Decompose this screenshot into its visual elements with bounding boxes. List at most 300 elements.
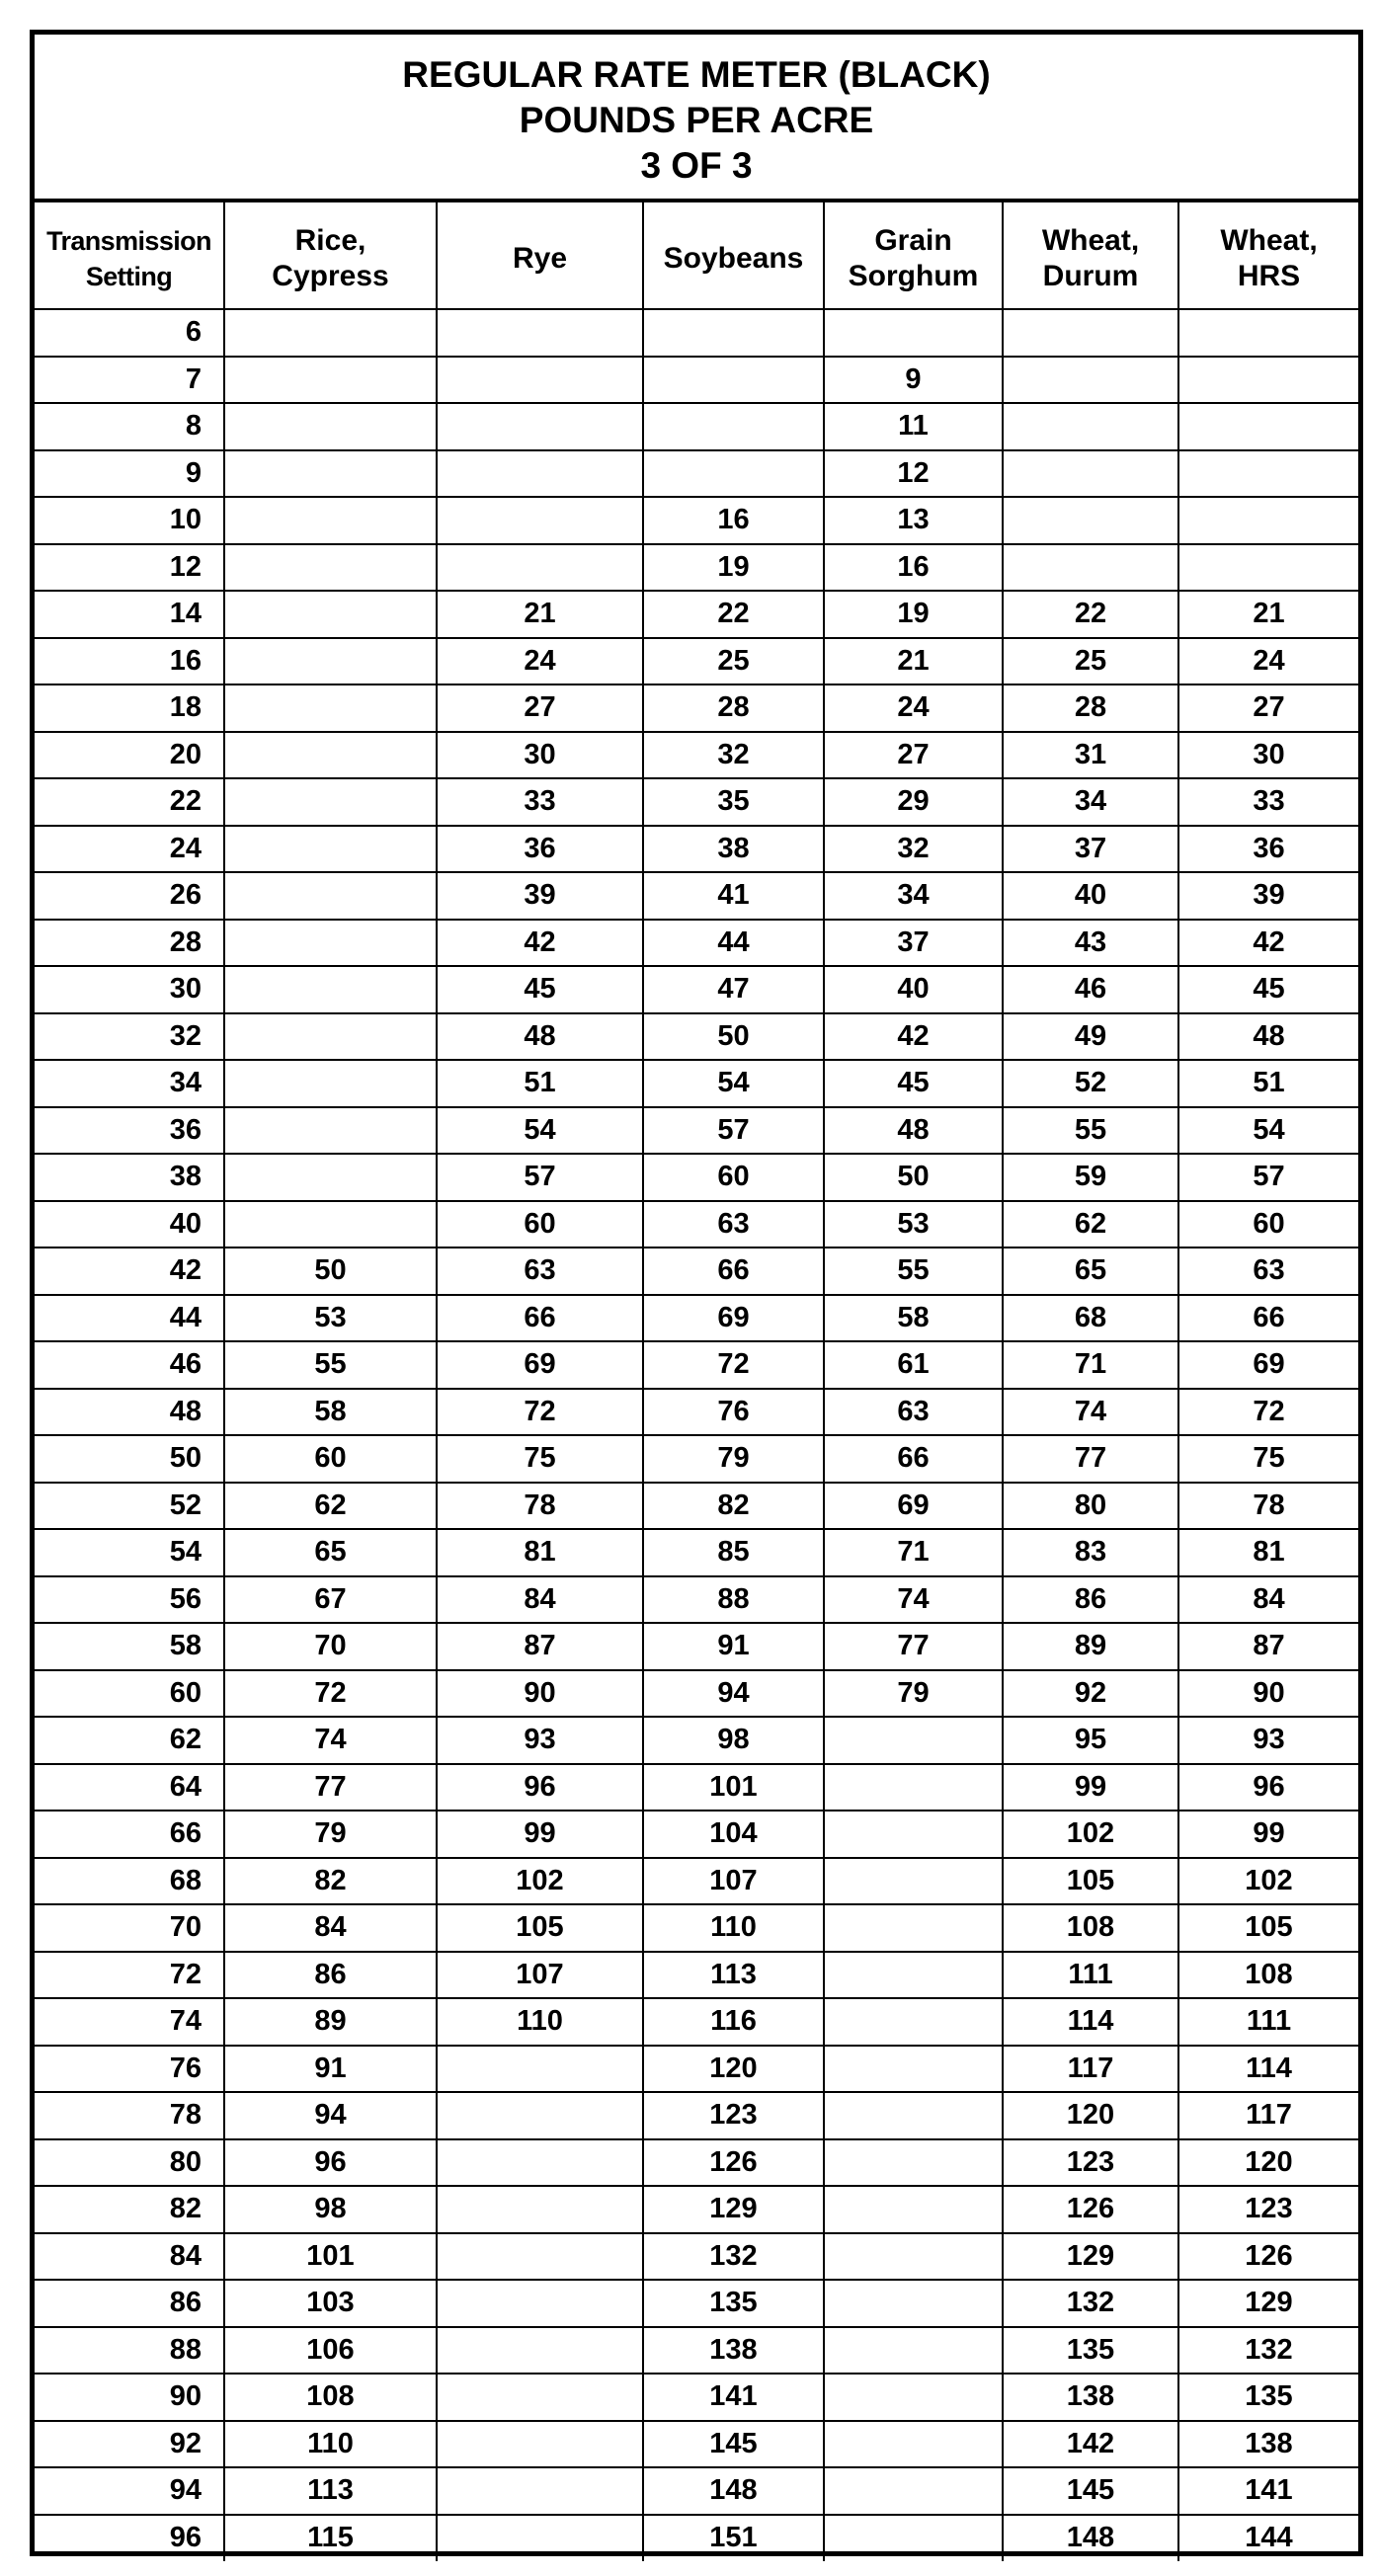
rice-cypress-cell: 86 [224,1952,437,1999]
wheat-hrs-cell: 66 [1178,1295,1358,1342]
header-wheat-hrs [1178,202,1358,309]
soybeans-cell: 54 [643,1060,824,1107]
wheat-hrs-cell: 117 [1178,2092,1358,2139]
header-line: Wheat, [1041,223,1140,257]
wheat-hrs-cell: 30 [1178,732,1358,779]
rice-cypress-cell: 94 [224,2092,437,2139]
rye-cell: 51 [437,1060,643,1107]
rice-cypress-cell: 50 [224,1248,437,1295]
table-row [35,1295,1358,1342]
grain-sorghum-cell [824,2467,1003,2515]
wheat-durum-cell: 123 [1003,2139,1178,2187]
header-line: Wheat, [1220,223,1318,257]
grain-sorghum-cell [824,1811,1003,1858]
header-wheat-durum [1003,202,1178,309]
soybeans-cell: 94 [643,1670,824,1718]
table-row [35,1389,1358,1436]
wheat-durum-cell: 132 [1003,2280,1178,2327]
setting-cell: 28 [35,920,224,967]
rye-cell: 90 [437,1670,643,1718]
setting-cell: 48 [35,1389,224,1436]
header-line: Cypress [272,259,389,292]
wheat-hrs-cell [1178,357,1358,404]
setting-cell: 56 [35,1576,224,1624]
setting-cell: 14 [35,591,224,638]
grain-sorghum-cell: 63 [824,1389,1003,1436]
header-rice-cypress [224,202,437,309]
wheat-hrs-cell: 75 [1178,1435,1358,1483]
wheat-durum-cell: 34 [1003,778,1178,826]
wheat-durum-cell: 89 [1003,1623,1178,1670]
setting-cell: 52 [35,1483,224,1530]
rate-chart-sheet [30,30,1363,2556]
wheat-hrs-cell: 126 [1178,2233,1358,2281]
grain-sorghum-cell [824,2421,1003,2468]
wheat-hrs-cell: 33 [1178,778,1358,826]
setting-cell: 7 [35,357,224,404]
wheat-durum-cell: 92 [1003,1670,1178,1718]
soybeans-cell [643,357,824,404]
rye-cell: 33 [437,778,643,826]
wheat-durum-cell: 28 [1003,684,1178,732]
grain-sorghum-cell: 21 [824,638,1003,685]
rice-cypress-cell: 108 [224,2374,437,2421]
rye-cell [437,2374,643,2421]
rye-cell [437,2467,643,2515]
table-row [35,826,1358,873]
setting-cell: 64 [35,1764,224,1811]
grain-sorghum-cell: 40 [824,966,1003,1013]
table-row [35,1060,1358,1107]
title-block [35,35,1358,202]
wheat-durum-cell: 117 [1003,2046,1178,2093]
rice-cypress-cell: 96 [224,2139,437,2187]
rye-cell [437,2515,643,2562]
rice-cypress-cell: 84 [224,1904,437,1952]
wheat-hrs-cell: 138 [1178,2421,1358,2468]
wheat-hrs-cell: 21 [1178,591,1358,638]
wheat-durum-cell: 65 [1003,1248,1178,1295]
setting-cell: 22 [35,778,224,826]
table-row [35,591,1358,638]
table-row [35,1904,1358,1952]
setting-cell: 26 [35,872,224,920]
setting-cell: 46 [35,1341,224,1389]
wheat-durum-cell: 111 [1003,1952,1178,1999]
soybeans-cell: 120 [643,2046,824,2093]
wheat-durum-cell: 62 [1003,1201,1178,1248]
rye-cell: 57 [437,1154,643,1201]
soybeans-cell: 25 [643,638,824,685]
grain-sorghum-cell: 45 [824,1060,1003,1107]
table-row [35,2327,1358,2375]
setting-cell: 80 [35,2139,224,2187]
header-row [35,202,1358,309]
wheat-durum-cell: 86 [1003,1576,1178,1624]
setting-cell: 44 [35,1295,224,1342]
wheat-hrs-cell: 72 [1178,1389,1358,1436]
wheat-durum-cell: 83 [1003,1529,1178,1576]
setting-cell: 66 [35,1811,224,1858]
setting-cell: 90 [35,2374,224,2421]
header-line: Durum [1042,259,1139,292]
rice-cypress-cell: 62 [224,1483,437,1530]
wheat-durum-cell: 59 [1003,1154,1178,1201]
rice-cypress-cell: 60 [224,1435,437,1483]
rye-cell: 27 [437,684,643,732]
soybeans-cell: 28 [643,684,824,732]
wheat-hrs-cell: 96 [1178,1764,1358,1811]
rice-cypress-cell: 58 [224,1389,437,1436]
soybeans-cell: 19 [643,544,824,592]
rice-cypress-cell: 77 [224,1764,437,1811]
table-row [35,684,1358,732]
wheat-durum-cell [1003,403,1178,450]
header-line: Transmission [46,225,211,256]
rye-cell [437,497,643,544]
table-row [35,1483,1358,1530]
setting-cell: 9 [35,450,224,498]
grain-sorghum-cell: 48 [824,1107,1003,1155]
title-line-1: REGULAR RATE METER (BLACK) [402,54,991,95]
rice-cypress-cell [224,1060,437,1107]
rice-cypress-cell [224,732,437,779]
wheat-durum-cell: 46 [1003,966,1178,1013]
rye-cell: 102 [437,1858,643,1905]
wheat-hrs-cell [1178,544,1358,592]
wheat-hrs-cell: 69 [1178,1341,1358,1389]
setting-cell: 42 [35,1248,224,1295]
wheat-hrs-cell: 141 [1178,2467,1358,2515]
grain-sorghum-cell [824,1952,1003,1999]
soybeans-cell: 145 [643,2421,824,2468]
grain-sorghum-cell: 74 [824,1576,1003,1624]
wheat-hrs-cell: 99 [1178,1811,1358,1858]
rice-cypress-cell: 72 [224,1670,437,1718]
table-row [35,1998,1358,2046]
setting-cell: 58 [35,1623,224,1670]
grain-sorghum-cell [824,2046,1003,2093]
rye-cell: 96 [437,1764,643,1811]
soybeans-cell: 91 [643,1623,824,1670]
setting-cell: 60 [35,1670,224,1718]
wheat-hrs-cell: 105 [1178,1904,1358,1952]
rye-cell [437,357,643,404]
setting-cell: 96 [35,2515,224,2562]
setting-cell: 72 [35,1952,224,1999]
grain-sorghum-cell: 24 [824,684,1003,732]
soybeans-cell: 63 [643,1201,824,1248]
grain-sorghum-cell: 11 [824,403,1003,450]
wheat-durum-cell: 31 [1003,732,1178,779]
rye-cell: 69 [437,1341,643,1389]
rye-cell [437,2327,643,2375]
grain-sorghum-cell [824,1904,1003,1952]
rye-cell [437,2139,643,2187]
setting-cell: 82 [35,2186,224,2233]
soybeans-cell: 129 [643,2186,824,2233]
rye-cell: 107 [437,1952,643,1999]
wheat-hrs-cell: 87 [1178,1623,1358,1670]
table-row [35,1952,1358,1999]
soybeans-cell: 16 [643,497,824,544]
table-row [35,1107,1358,1155]
wheat-durum-cell: 129 [1003,2233,1178,2281]
wheat-durum-cell: 22 [1003,591,1178,638]
rye-cell: 84 [437,1576,643,1624]
rye-cell: 39 [437,872,643,920]
setting-cell: 94 [35,2467,224,2515]
rice-cypress-cell [224,966,437,1013]
wheat-durum-cell: 52 [1003,1060,1178,1107]
rice-cypress-cell: 106 [224,2327,437,2375]
soybeans-cell: 88 [643,1576,824,1624]
rye-cell: 105 [437,1904,643,1952]
rye-cell: 72 [437,1389,643,1436]
rice-cypress-cell [224,591,437,638]
wheat-durum-cell: 148 [1003,2515,1178,2562]
soybeans-cell: 110 [643,1904,824,1952]
wheat-durum-cell: 37 [1003,826,1178,873]
grain-sorghum-cell [824,2139,1003,2187]
grain-sorghum-cell: 71 [824,1529,1003,1576]
rice-cypress-cell: 89 [224,1998,437,2046]
setting-cell: 40 [35,1201,224,1248]
soybeans-cell: 135 [643,2280,824,2327]
rice-cypress-cell: 101 [224,2233,437,2281]
table-row [35,1764,1358,1811]
rye-cell [437,403,643,450]
soybeans-cell: 66 [643,1248,824,1295]
soybeans-cell: 107 [643,1858,824,1905]
wheat-hrs-cell: 51 [1178,1060,1358,1107]
grain-sorghum-cell: 69 [824,1483,1003,1530]
rye-cell: 110 [437,1998,643,2046]
rye-cell [437,2280,643,2327]
soybeans-cell: 38 [643,826,824,873]
soybeans-cell: 35 [643,778,824,826]
soybeans-cell: 123 [643,2092,824,2139]
rye-cell: 21 [437,591,643,638]
rye-cell [437,2421,643,2468]
soybeans-cell: 141 [643,2374,824,2421]
grain-sorghum-cell: 13 [824,497,1003,544]
soybeans-cell: 85 [643,1529,824,1576]
title-line-2: POUNDS PER ACRE [519,100,874,140]
soybeans-cell: 113 [643,1952,824,1999]
rye-cell: 75 [437,1435,643,1483]
rice-cypress-cell [224,497,437,544]
wheat-durum-cell: 99 [1003,1764,1178,1811]
rice-cypress-cell [224,544,437,592]
wheat-hrs-cell [1178,309,1358,357]
rye-cell [437,2046,643,2093]
table-row [35,1154,1358,1201]
rye-cell: 48 [437,1013,643,1061]
setting-cell: 84 [35,2233,224,2281]
setting-cell: 6 [35,309,224,357]
table-row [35,1341,1358,1389]
setting-cell: 38 [35,1154,224,1201]
wheat-durum-cell: 25 [1003,638,1178,685]
grain-sorghum-cell: 16 [824,544,1003,592]
soybeans-cell: 138 [643,2327,824,2375]
setting-cell: 92 [35,2421,224,2468]
wheat-durum-cell [1003,497,1178,544]
table-row [35,403,1358,450]
rye-cell: 54 [437,1107,643,1155]
rye-cell [437,309,643,357]
setting-cell: 12 [35,544,224,592]
wheat-hrs-cell: 63 [1178,1248,1358,1295]
rye-cell [437,450,643,498]
grain-sorghum-cell: 66 [824,1435,1003,1483]
wheat-durum-cell: 74 [1003,1389,1178,1436]
grain-sorghum-cell: 19 [824,591,1003,638]
wheat-durum-cell: 43 [1003,920,1178,967]
rice-cypress-cell: 115 [224,2515,437,2562]
wheat-hrs-cell: 132 [1178,2327,1358,2375]
table-row [35,450,1358,498]
rice-cypress-cell [224,1201,437,1248]
table-row [35,2139,1358,2187]
soybeans-cell [643,403,824,450]
wheat-durum-cell: 49 [1003,1013,1178,1061]
grain-sorghum-cell [824,309,1003,357]
header-transmission-setting [35,202,224,309]
table-row [35,2092,1358,2139]
table-body [35,309,1358,2561]
grain-sorghum-cell [824,2327,1003,2375]
setting-cell: 78 [35,2092,224,2139]
grain-sorghum-cell: 12 [824,450,1003,498]
soybeans-cell: 41 [643,872,824,920]
wheat-hrs-cell: 114 [1178,2046,1358,2093]
rice-cypress-cell [224,826,437,873]
rice-cypress-cell [224,638,437,685]
setting-cell: 20 [35,732,224,779]
grain-sorghum-cell [824,2233,1003,2281]
wheat-hrs-cell: 78 [1178,1483,1358,1530]
rye-cell: 42 [437,920,643,967]
wheat-hrs-cell [1178,497,1358,544]
setting-cell: 24 [35,826,224,873]
rye-cell: 87 [437,1623,643,1670]
rice-cypress-cell [224,1013,437,1061]
header-line: Rye [512,241,568,275]
soybeans-cell: 148 [643,2467,824,2515]
rice-cypress-cell: 103 [224,2280,437,2327]
table-row [35,2515,1358,2562]
wheat-hrs-cell: 144 [1178,2515,1358,2562]
rice-cypress-cell: 113 [224,2467,437,2515]
grain-sorghum-cell: 32 [824,826,1003,873]
table-row [35,1858,1358,1905]
wheat-durum-cell: 77 [1003,1435,1178,1483]
wheat-durum-cell: 126 [1003,2186,1178,2233]
wheat-durum-cell: 105 [1003,1858,1178,1905]
setting-cell: 8 [35,403,224,450]
table-row [35,2233,1358,2281]
table-row [35,544,1358,592]
rice-cypress-cell [224,1107,437,1155]
table-row [35,2280,1358,2327]
soybeans-cell [643,309,824,357]
wheat-durum-cell: 40 [1003,872,1178,920]
wheat-hrs-cell: 48 [1178,1013,1358,1061]
grain-sorghum-cell [824,2280,1003,2327]
header-soybeans [643,202,824,309]
wheat-hrs-cell: 81 [1178,1529,1358,1576]
rye-cell [437,2186,643,2233]
rice-cypress-cell: 55 [224,1341,437,1389]
wheat-hrs-cell: 24 [1178,638,1358,685]
grain-sorghum-cell: 42 [824,1013,1003,1061]
wheat-hrs-cell: 102 [1178,1858,1358,1905]
wheat-hrs-cell: 27 [1178,684,1358,732]
grain-sorghum-cell: 9 [824,357,1003,404]
setting-cell: 32 [35,1013,224,1061]
grain-sorghum-cell [824,2374,1003,2421]
table-row [35,2374,1358,2421]
soybeans-cell: 44 [643,920,824,967]
rye-cell: 78 [437,1483,643,1530]
wheat-hrs-cell: 42 [1178,920,1358,967]
grain-sorghum-cell: 79 [824,1670,1003,1718]
grain-sorghum-cell: 58 [824,1295,1003,1342]
wheat-hrs-cell: 84 [1178,1576,1358,1624]
wheat-hrs-cell: 54 [1178,1107,1358,1155]
wheat-durum-cell: 55 [1003,1107,1178,1155]
rice-cypress-cell [224,450,437,498]
rice-cypress-cell: 82 [224,1858,437,1905]
rye-cell [437,2092,643,2139]
table-row [35,732,1358,779]
header-line: HRS [1237,259,1301,292]
wheat-durum-cell: 71 [1003,1341,1178,1389]
table-row [35,1529,1358,1576]
grain-sorghum-cell: 77 [824,1623,1003,1670]
soybeans-cell: 126 [643,2139,824,2187]
rye-cell: 81 [437,1529,643,1576]
header-line: Soybeans [663,241,804,275]
grain-sorghum-cell [824,2515,1003,2562]
wheat-hrs-cell: 108 [1178,1952,1358,1999]
grain-sorghum-cell [824,1858,1003,1905]
rye-cell: 63 [437,1248,643,1295]
soybeans-cell: 101 [643,1764,824,1811]
rice-cypress-cell: 70 [224,1623,437,1670]
rice-cypress-cell: 98 [224,2186,437,2233]
rice-cypress-cell: 74 [224,1717,437,1764]
wheat-hrs-cell: 39 [1178,872,1358,920]
table-row [35,2421,1358,2468]
rice-cypress-cell [224,778,437,826]
grain-sorghum-cell [824,1764,1003,1811]
wheat-durum-cell: 102 [1003,1811,1178,1858]
wheat-durum-cell: 108 [1003,1904,1178,1952]
title-line-3: 3 OF 3 [640,145,753,186]
wheat-hrs-cell: 45 [1178,966,1358,1013]
soybeans-cell: 132 [643,2233,824,2281]
soybeans-cell: 47 [643,966,824,1013]
table-row [35,1435,1358,1483]
wheat-durum-cell [1003,357,1178,404]
grain-sorghum-cell: 55 [824,1248,1003,1295]
wheat-hrs-cell [1178,403,1358,450]
rye-cell: 45 [437,966,643,1013]
soybeans-cell: 57 [643,1107,824,1155]
